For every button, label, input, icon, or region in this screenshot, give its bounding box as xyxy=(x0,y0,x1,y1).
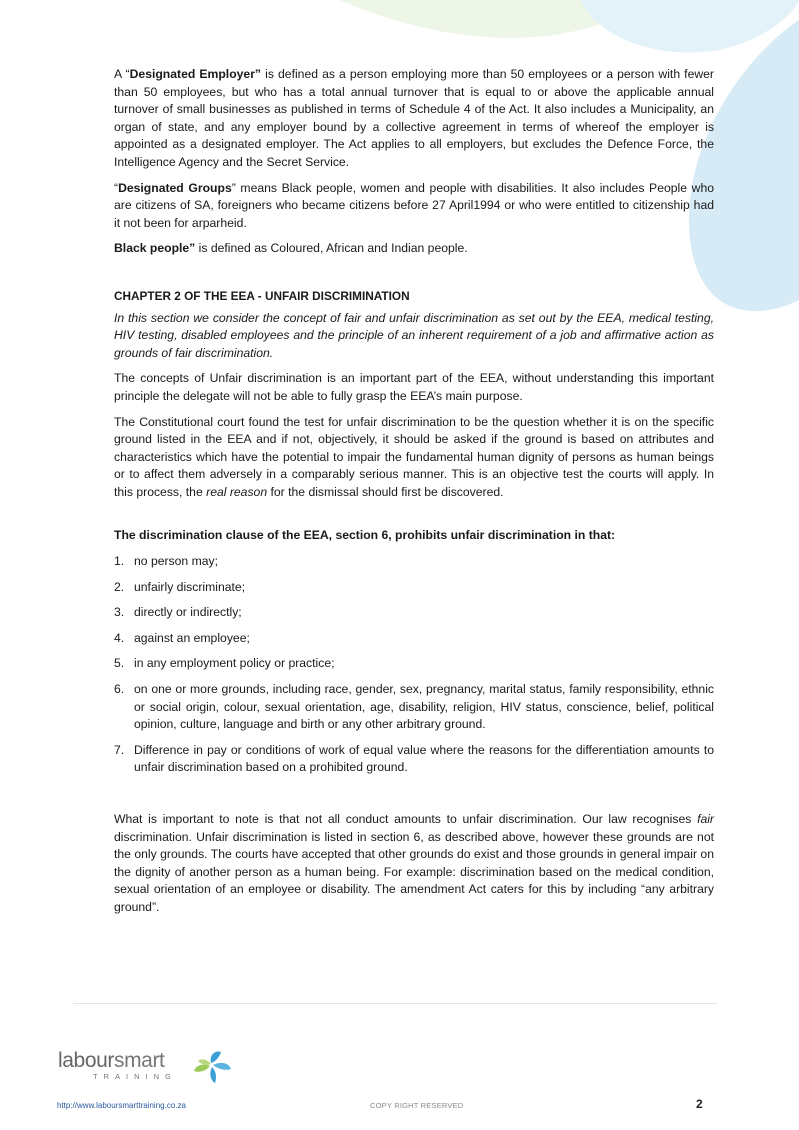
laboursmart-logo xyxy=(58,1050,177,1082)
chapter-paragraph-2 xyxy=(114,414,714,502)
page-number: 2 xyxy=(696,1097,703,1111)
designated-employer-term: Designated Employer” xyxy=(129,67,262,81)
flower-logo-icon xyxy=(193,1049,233,1085)
para2-text-after: for the dismissal should first be discovered. xyxy=(267,484,504,499)
website-link[interactable]: http://www.laboursmarttraining.co.za xyxy=(57,1101,186,1110)
chapter-intro: In this section we consider the concept of fair and unfair discrimination as set out by the EEA, medical testing, HIV testing, disabled employees and the principle of an inherent requirement of a job and affirmative action as grounds of fair discrimination. xyxy=(114,310,714,360)
copyright-notice: COPY RIGHT RESERVED xyxy=(370,1101,464,1110)
black-people-text: is defined as Coloured, African and Indian people. xyxy=(195,241,468,256)
list-item-text: in any employment policy or practice; xyxy=(134,656,335,671)
list-item-text: on one or more grounds, including race, gender, sex, pregnancy, marital status, family responsibility, ethnic or social origin, colour, sexual orientation, age, disability, religion, HIV status, conscience, belief, political opinion, culture, language and birth or any other arbitrary ground. xyxy=(134,682,714,732)
list-item-text: Difference in pay or conditions of work of equal value where the reasons for the differentiation amounts to unfair discrimination based on a prohibited ground. xyxy=(134,742,714,775)
closing-italic: fair xyxy=(697,812,714,826)
para2-italic: real reason xyxy=(206,484,268,499)
logo-text-labour: labour xyxy=(58,1049,114,1072)
para2-text-before: The Constitutional court found the test for unfair discrimination to be the question whether it is on the specific ground listed in the EEA and if not, objectively, it should be asked if the ground is based on attributes and characteristics which have the potential to impair the fundamental human dignity of persons as human beings or to affect them adversely in a comparably serious manner. This is an objective test the courts will apply. In this process, the xyxy=(114,414,714,499)
list-item-text: against an employee; xyxy=(134,630,250,645)
list-item xyxy=(114,579,714,597)
logo-wordmark xyxy=(58,1050,177,1072)
designated-employer-definition: A “Designated Employer” is defined as a person employing more than 50 employees or a person with fewer than 50 employees, but who has a total annual turnover that is equal to or above the applicable annual turnover of small businesses as published in terms of Schedule 4 of the Act. It also includes a Municipality, an organ of state, and any employer bound by a collective agreement in terms of whereof the employer is appointed as a designated employer. The Act applies to all employers, but excludes the Defence Force, the Intelligence Agency and the Secret Service. xyxy=(114,67,714,169)
list-item xyxy=(114,604,714,622)
footer-divider xyxy=(73,1003,717,1004)
closing-text-after: discrimination. Unfair discrimination is listed in section 6, as described above, however these grounds are not the only grounds. The courts have accepted that other grounds do exist and those grounds in general impair on the dignity of another person as a human being. For example: discrimination based on the medical condition, sexual orientation of an employee or disability. The amendment Act caters for this by including “any arbitrary ground”. xyxy=(114,829,714,914)
list-item xyxy=(114,742,714,777)
list-item-number: 4. xyxy=(114,630,125,645)
list-item-number: 1. xyxy=(114,554,125,569)
list-item xyxy=(114,630,714,648)
list-item-text: no person may; xyxy=(134,554,219,569)
closing-paragraph xyxy=(114,811,714,917)
black-people-definition xyxy=(114,240,714,258)
designated-groups-term: Designated Groups xyxy=(118,180,232,195)
clause-heading: The discrimination clause of the EEA, section 6, prohibits unfair discrimination in that: xyxy=(114,528,616,543)
designated-groups-definition: “Designated Groups” means Black people, women and people with disabilities. It also includes People who are citizens of SA, foreigners who became citizens before 27 April1994 or who were entitled to citizenship had it not been for arparheid. xyxy=(114,180,714,230)
chapter-heading: CHAPTER 2 OF THE EEA - UNFAIR DISCRIMINATION xyxy=(114,288,410,303)
document-body xyxy=(114,66,714,925)
clause-list xyxy=(114,553,714,777)
chapter-paragraph-1: The concepts of Unfair discrimination is an important part of the EEA, without understanding this important principle the delegate will not be able to fully grasp the EEA’s main purpose. xyxy=(114,371,714,403)
list-item xyxy=(114,655,714,673)
list-item xyxy=(114,553,714,571)
list-item-number: 5. xyxy=(114,656,125,671)
list-item-number: 7. xyxy=(114,742,125,757)
list-item-text: unfairly discriminate; xyxy=(134,579,246,594)
black-people-term: Black people” xyxy=(114,241,196,256)
decoration-petal-blue-small xyxy=(580,0,799,53)
list-item xyxy=(114,681,714,734)
list-item-number: 2. xyxy=(114,579,125,594)
logo-text-smart: smart xyxy=(113,1049,165,1072)
list-item-text: directly or indirectly; xyxy=(134,605,242,620)
designated-employer-text: is defined as a person employing more than 50 employees or a person with fewer than 50 employees, but who has a total annual turnover that is equal to or above the applicable annual turnover of small businesses as published in terms of Schedule 4 of the Act. It also includes a Municipality, an organ of state, and any employer bound by a collective agreement in terms of whereof the employer is appointed as a designated employer. The Act applies to all employers, but excludes the Defence Force, the Intelligence Agency and the Secret Service. xyxy=(114,67,714,169)
closing-text-before: What is important to note is that not all conduct amounts to unfair discrimination. Our law recognises xyxy=(114,812,698,826)
logo-subtitle: TRAINING xyxy=(93,1072,177,1081)
designated-groups-text: ” means Black people, women and people with disabilities. It also includes People who are citizens of SA, foreigners who became citizens before 27 April1994 or who were entitled to citizenship had it not been for arparheid. xyxy=(114,180,714,230)
list-item-number: 6. xyxy=(114,682,125,697)
list-item-number: 3. xyxy=(114,605,125,620)
